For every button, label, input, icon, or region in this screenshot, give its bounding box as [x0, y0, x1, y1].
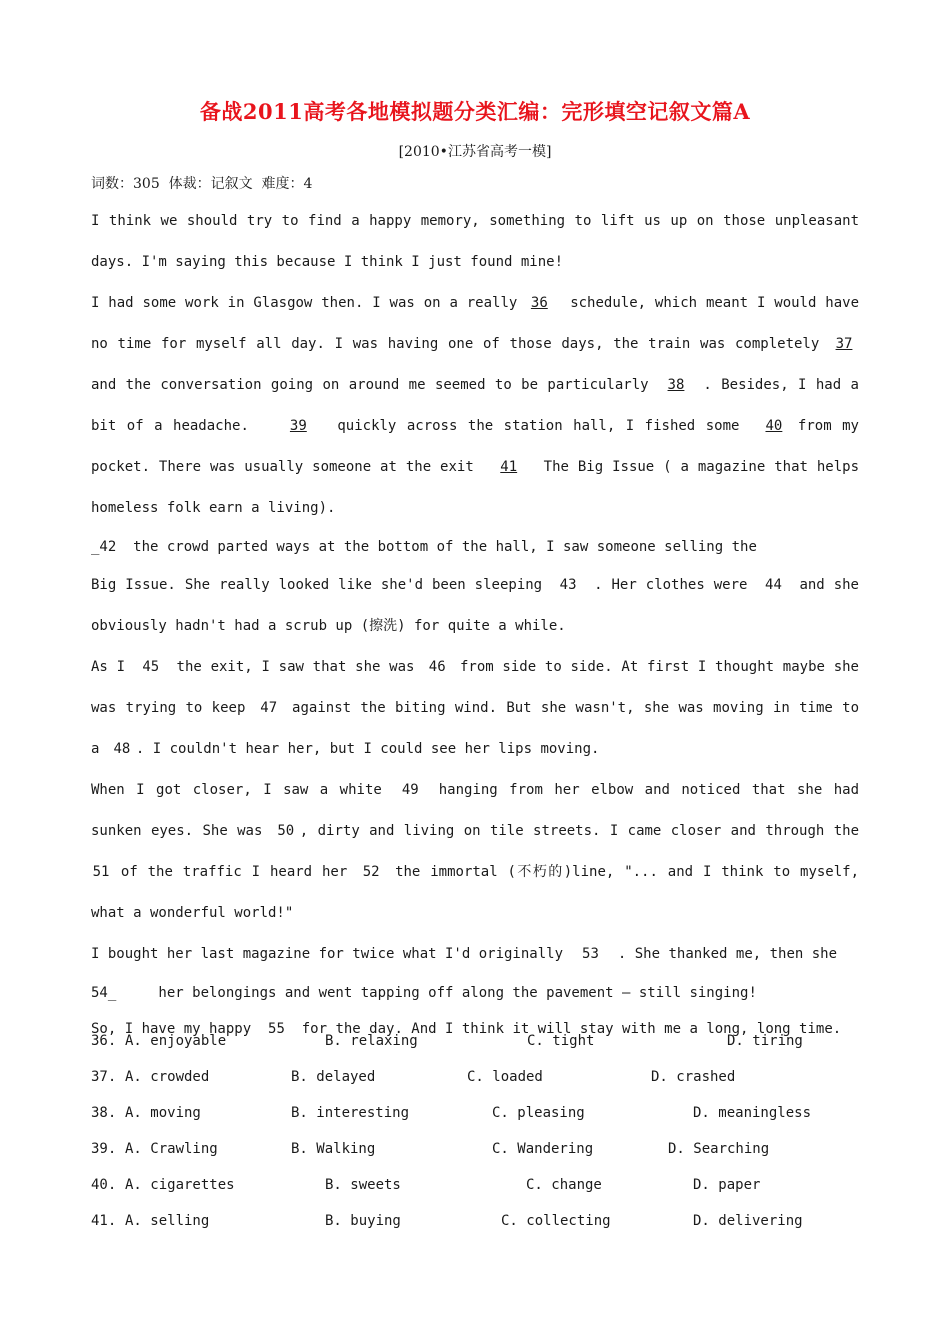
option-b: B. Walking	[291, 1141, 376, 1157]
paragraph-3	[91, 565, 859, 647]
paragraph-text: , dirty and living on tile streets. I came closer and through the	[299, 823, 859, 839]
option-row-40	[91, 1167, 871, 1203]
paragraph-text: . I couldn't hear her, but I could see her lips moving.	[135, 741, 600, 757]
paragraph-text: . She thanked me, then she	[617, 946, 838, 962]
question-number: 41.	[91, 1213, 117, 1229]
blank-47: 47	[260, 700, 278, 716]
option-row-38	[91, 1095, 871, 1131]
option-b: B. buying	[325, 1213, 401, 1229]
paragraph-text: The Big Issue ( a magazine that helps homeless folk earn a living).	[91, 459, 859, 516]
paragraph-5	[91, 770, 859, 934]
option-a: A. Crawling	[125, 1141, 218, 1157]
answer-options	[91, 1023, 871, 1239]
option-d: D. Searching	[668, 1141, 770, 1157]
paragraph-text: I bought her last magazine for twice what I'd originally	[91, 946, 564, 962]
blank-43: 43	[559, 577, 577, 593]
blank-39: 39	[289, 418, 307, 434]
blank-45: 45	[142, 659, 160, 675]
option-c: C. pleasing	[492, 1105, 585, 1121]
paragraph-text: for the day. And I think it will stay with me a long, long time.	[301, 1021, 842, 1037]
blank-41: 41	[500, 459, 518, 475]
paragraph-text: and she obviously hadn't had a scrub up (擦洗) for quite a while.	[91, 577, 859, 634]
paragraph-text: from side to side. At first I thought maybe she was trying to keep	[91, 659, 859, 716]
option-row-37	[91, 1059, 871, 1095]
blank-46: 46	[428, 659, 446, 675]
option-c: C. change	[526, 1177, 602, 1193]
blank-48: 48	[113, 741, 131, 757]
option-a: A. cigarettes	[125, 1177, 235, 1193]
option-row-39	[91, 1131, 871, 1167]
cloze-passage	[91, 201, 859, 1047]
option-b: B. interesting	[291, 1105, 410, 1121]
paragraph-6	[91, 934, 859, 975]
blank-51: 51	[92, 864, 110, 880]
paragraph-text: When I got closer, I saw a white	[91, 782, 382, 798]
option-a: A. enjoyable	[125, 1033, 227, 1049]
blank-40: 40	[765, 418, 783, 434]
option-a: A. crowded	[125, 1069, 210, 1085]
option-row-36	[91, 1023, 871, 1059]
paragraph-text: As I	[91, 659, 126, 675]
paragraph-text: . Her clothes were	[594, 577, 748, 593]
question-number: 39.	[91, 1141, 117, 1157]
paragraph-text: from my pocket. There was usually someone at the exit	[91, 418, 859, 475]
blank-49: 49	[401, 782, 419, 798]
blank-53: 53	[582, 946, 599, 962]
option-d: D. meaningless	[693, 1105, 812, 1121]
paragraph-3-line: _42 the crowd parted ways at the bottom of the hall, I saw someone selling the	[91, 539, 757, 555]
paragraph-text: against the biting wind. But she wasn't, she was moving in time to a	[91, 700, 860, 757]
blank-36: 36	[530, 295, 548, 311]
option-row-41	[91, 1203, 871, 1239]
paragraph-text: Big Issue. She really looked like she'd been sleeping	[91, 577, 543, 593]
option-d: D. tiring	[727, 1033, 803, 1049]
option-c: C. collecting	[501, 1213, 611, 1229]
blank-38: 38	[667, 377, 685, 393]
paragraph-text: schedule, which meant I would have no time for myself all day. I was having one of those days, the train was completely	[91, 295, 859, 352]
paragraph-text: the immortal (不朽的)line, "... and I think to myself, what a wonderful world!"	[91, 864, 860, 921]
option-b: B. delayed	[291, 1069, 376, 1085]
option-c: C. tight	[527, 1033, 595, 1049]
blank-37: 37	[835, 336, 853, 352]
paragraph-text: I had some work in Glasgow then. I was on a really	[91, 295, 518, 311]
option-d: D. crashed	[651, 1069, 736, 1085]
paragraph-text: I think we should try to find a happy memory, something to lift us up on those unpleasant days. I'm saying this because I think I just found mine!	[91, 213, 859, 270]
question-number: 36.	[91, 1033, 117, 1049]
question-number: 38.	[91, 1105, 117, 1121]
paragraph-text: . Besides, I had a bit of a headache.	[91, 377, 859, 434]
option-d: D. delivering	[693, 1213, 803, 1229]
option-c: C. Wandering	[492, 1141, 594, 1157]
option-b: B. relaxing	[325, 1033, 418, 1049]
blank-50: 50	[277, 823, 295, 839]
blank-55: 55	[268, 1021, 285, 1037]
question-number: 37.	[91, 1069, 117, 1085]
paragraph-1	[91, 201, 859, 283]
option-b: B. sweets	[325, 1177, 401, 1193]
blank-44: 44	[765, 577, 782, 593]
option-c: C. loaded	[467, 1069, 543, 1085]
paragraph-text: hanging from her elbow and noticed that she had sunken eyes. She was	[91, 782, 860, 839]
source-label: [2010•江苏省高考一模]	[398, 144, 552, 160]
paragraph-text: quickly across the station hall, I fished some	[337, 418, 740, 434]
option-d: D. paper	[693, 1177, 761, 1193]
paragraph-text: and the conversation going on around me seemed to be particularly	[91, 377, 649, 393]
paragraph-text: of the traffic I heard her	[120, 864, 348, 880]
blank-52: 52	[362, 864, 380, 880]
paragraph-text: the exit, I saw that she was	[176, 659, 415, 675]
paragraph-text: So, I have my happy	[91, 1021, 252, 1037]
paragraph-4	[91, 647, 859, 770]
paragraph-2	[91, 283, 859, 529]
option-a: A. moving	[125, 1105, 201, 1121]
page-title: 备战2011高考各地模拟题分类汇编：完形填空记叙文篇A	[199, 99, 751, 124]
paragraph-6-line: 54_ her belongings and went tapping off along the pavement – still singing!	[91, 985, 757, 1001]
passage-meta: 词数：305 体裁：记叙文 难度：4	[91, 176, 313, 192]
option-a: A. selling	[125, 1213, 210, 1229]
question-number: 40.	[91, 1177, 117, 1193]
